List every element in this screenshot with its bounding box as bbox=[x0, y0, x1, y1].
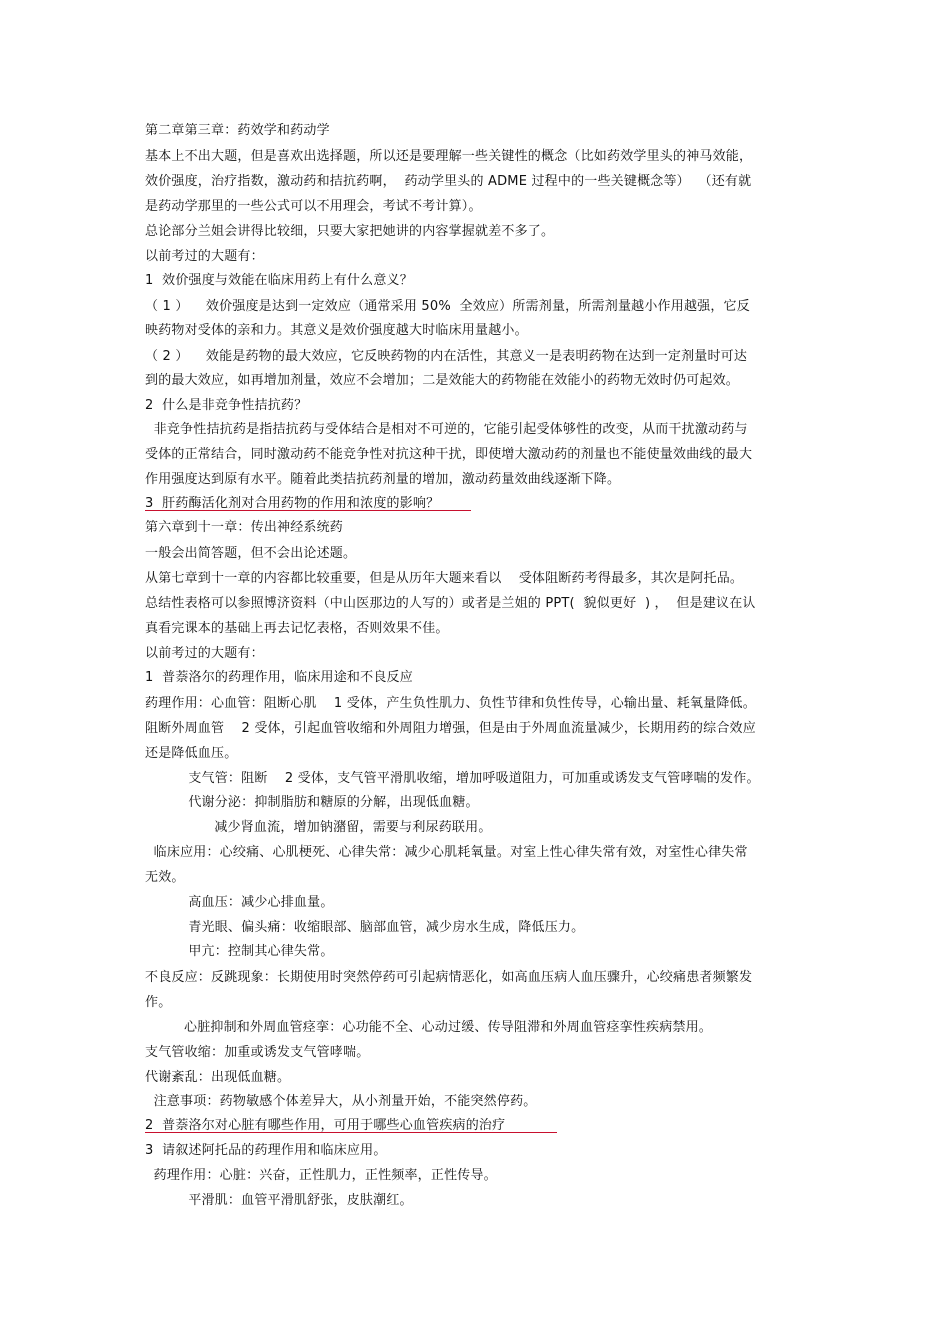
paragraph-line: 作用强度达到原有水平。随着此类拮抗药剂量的增加，激动药量效曲线逐渐下降。 bbox=[145, 472, 621, 487]
paragraph-line: 一般会出简答题，但不会出论述题。 bbox=[145, 546, 357, 561]
paragraph-line: 代谢分泌：抑制脂肪和糖原的分解，出现低血糖。 bbox=[145, 795, 479, 810]
paragraph-line: 药理作用：心血管：阻断心肌 1 受体，产生负性肌力、负性节律和负性传导，心输出量、耗氧量降低。 bbox=[145, 696, 756, 711]
paragraph-line: 支气管：阻断 2 受体，支气管平滑肌收缩，增加呼吸道阻力，可加重或诱发支气管哮喘的发作。 bbox=[145, 771, 760, 786]
paragraph-line: 心脏抑制和外周血管痉挛：心功能不全、心动过缓、传导阻滞和外周血管痉挛性疾病禁用。 bbox=[145, 1020, 712, 1035]
red-underline bbox=[145, 1132, 557, 1133]
paragraph-line: 从第七章到十一章的内容都比较重要，但是从历年大题来看以 受体阻断药考得最多，其次是阿托品。 bbox=[145, 571, 744, 586]
question-heading: 1 普萘洛尔的药理作用，临床用途和不良反应 bbox=[145, 670, 413, 685]
paragraph-line: （ 2 ） 效能是药物的最大效应，它反映药物的内在活性，其意义一是表明药物在达到一定剂量时可达 bbox=[145, 349, 748, 364]
red-underline bbox=[145, 510, 471, 511]
paragraph-line: 总结性表格可以参照博济资料（中山医那边的人写的）或者是兰姐的 PPT( 貌似更好 ) ， 但是建议在认 bbox=[145, 596, 756, 611]
paragraph-line: 以前考过的大题有： bbox=[145, 646, 264, 661]
paragraph-line: 临床应用：心绞痛、心肌梗死、心律失常：减少心肌耗氧量。对室上性心律失常有效，对室性心律失常 bbox=[145, 845, 748, 860]
paragraph-line: 阻断外周血管 2 受体，引起血管收缩和外周阻力增强，但是由于外周血流量减少，长期用药的综合效应 bbox=[145, 721, 756, 736]
paragraph-line: 还是降低血压。 bbox=[145, 746, 238, 761]
paragraph-line: 不良反应：反跳现象：长期使用时突然停药可引起病情恶化，如高血压病人血压骤升，心绞痛患者频繁发 bbox=[145, 970, 753, 985]
paragraph-line: 代谢紊乱：出现低血糖。 bbox=[145, 1070, 291, 1085]
paragraph-line: 基本上不出大题，但是喜欢出选择题，所以还是要理解一些关键性的概念（比如药效学里头的神马效能， bbox=[145, 149, 753, 164]
paragraph-line: （ 1 ） 效价强度是达到一定效应（通常采用 50% 全效应）所需剂量，所需剂量越小作用越强，它反 bbox=[145, 299, 750, 314]
paragraph-line: 是药动学那里的一些公式可以不用理会，考试不考计算）。 bbox=[145, 199, 482, 214]
question-heading-underlined: 3 肝药酶活化剂对合用药物的作用和浓度的影响？ bbox=[145, 496, 440, 511]
paragraph-line: 效价强度，治疗指数，激动药和拮抗药啊， 药动学里头的 ADME 过程中的一些关键概念等） （还有就 bbox=[145, 174, 752, 189]
paragraph-line: 受体的正常结合，同时激动药不能竞争性对抗这种干扰，即使增大激动药的剂量也不能使量效曲线的最大 bbox=[145, 447, 753, 462]
paragraph-line: 无效。 bbox=[145, 870, 185, 885]
paragraph-line: 到的最大效应，如再增加剂量，效应不会增加；二是效能大的药物能在效能小的药物无效时仍可起效。 bbox=[145, 373, 740, 388]
paragraph-line: 支气管收缩：加重或诱发支气管哮喘。 bbox=[145, 1045, 370, 1060]
question-heading: 1 效价强度与效能在临床用药上有什么意义？ bbox=[145, 273, 413, 288]
section-heading-pharmacology: 第二章第三章：药效学和药动学 bbox=[145, 123, 330, 138]
question-heading: 2 什么是非竞争性拮抗药？ bbox=[145, 398, 308, 413]
paragraph-line: 映药物对受体的亲和力。其意义是效价强度越大时临床用量越小。 bbox=[145, 323, 528, 338]
paragraph-line: 青光眼、偏头痛：收缩眼部、脑部血管，减少房水生成，降低压力。 bbox=[145, 920, 585, 935]
paragraph-line: 注意事项：药物敏感个体差异大，从小剂量开始，不能突然停药。 bbox=[145, 1094, 537, 1109]
paragraph-line: 平滑肌：血管平滑肌舒张，皮肤潮红。 bbox=[145, 1193, 413, 1208]
paragraph-line: 真看完课本的基础上再去记忆表格，否则效果不佳。 bbox=[145, 621, 449, 636]
paragraph-line: 以前考过的大题有： bbox=[145, 249, 264, 264]
section-heading-efferent: 第六章到十一章：传出神经系统药 bbox=[145, 520, 344, 535]
paragraph-line: 甲亢：控制其心律失常。 bbox=[145, 944, 334, 959]
paragraph-line: 总论部分兰姐会讲得比较细，只要大家把她讲的内容掌握就差不多了。 bbox=[145, 224, 555, 239]
paragraph-line: 作。 bbox=[145, 995, 172, 1010]
paragraph-line: 高血压：减少心排血量。 bbox=[145, 895, 334, 910]
question-heading-underlined: 2 普萘洛尔对心脏有哪些作用，可用于哪些心血管疾病的治疗 bbox=[145, 1118, 506, 1133]
paragraph-line: 药理作用：心脏：兴奋，正性肌力，正性频率，正性传导。 bbox=[145, 1168, 497, 1183]
question-heading: 3 请叙述阿托品的药理作用和临床应用。 bbox=[145, 1143, 387, 1158]
paragraph-line: 减少肾血流，增加钠潴留，需要与利尿药联用。 bbox=[145, 820, 492, 835]
paragraph-line: 非竞争性拮抗药是指拮抗药与受体结合是相对不可逆的，它能引起受体够性的改变，从而干扰激动药与 bbox=[145, 422, 748, 437]
